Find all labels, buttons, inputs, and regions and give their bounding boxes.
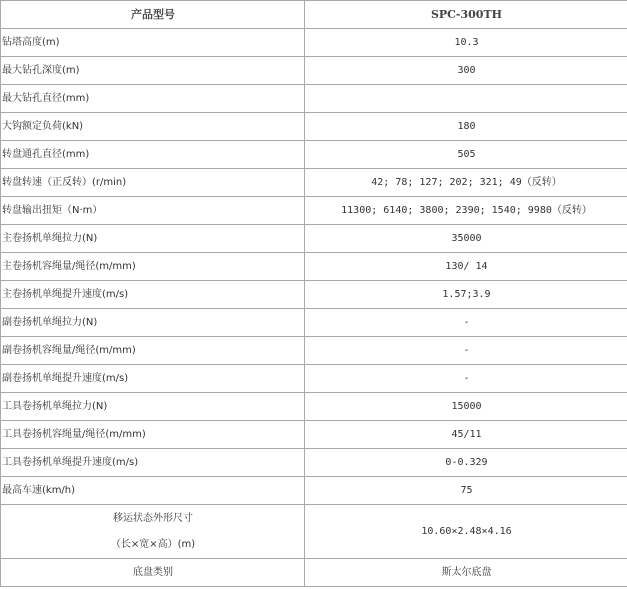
table-row [1,281,627,309]
row-value: 130/ 14 [305,253,627,281]
row-value: 35000 [305,225,627,253]
row-value: 11300; 6140; 3800; 2390; 1540; 9980（反转） [305,197,627,225]
row-value: 180 [305,113,627,141]
chassis-row [1,559,627,587]
table-row [1,225,627,253]
table-row [1,113,627,141]
row-label: 最大钻孔直径(mm) [1,85,305,113]
row-label: 转盘转速（正反转）(r/min) [1,169,305,197]
row-label: 转盘输出扭矩（N·m） [1,197,305,225]
dimensions-value: 10.60×2.48×4.16 [305,505,627,559]
table-row [1,169,627,197]
table-row [1,449,627,477]
row-label: 主卷扬机单绳提升速度(m/s) [1,281,305,309]
table-row [1,85,627,113]
row-value: 505 [305,141,627,169]
table-row [1,309,627,337]
row-value: 45/11 [305,421,627,449]
dimensions-label-line2: （长×宽×高）(m) [110,538,196,550]
table-row [1,477,627,505]
row-label: 副卷扬机单绳拉力(N) [1,309,305,337]
table-row [1,337,627,365]
table-row [1,29,627,57]
row-value: - [305,337,627,365]
table-row [1,141,627,169]
row-value: - [305,365,627,393]
table-row [1,253,627,281]
row-value: 0-0.329 [305,449,627,477]
header-label: 产品型号 [1,1,305,29]
row-label: 大钩额定负荷(kN) [1,113,305,141]
row-value [305,85,627,113]
table-row [1,421,627,449]
row-value: 300 [305,57,627,85]
dimensions-label-line1: 移运状态外形尺寸 [113,512,193,524]
row-label: 最高车速(km/h) [1,477,305,505]
table-header-row [1,1,627,29]
row-value: 42; 78; 127; 202; 321; 49（反转） [305,169,627,197]
row-label: 副卷扬机容绳量/绳径(m/mm) [1,337,305,365]
table-row [1,57,627,85]
row-label: 主卷扬机容绳量/绳径(m/mm) [1,253,305,281]
dimensions-row [1,505,627,559]
row-value: 10.3 [305,29,627,57]
table-row [1,393,627,421]
row-value: 1.57;3.9 [305,281,627,309]
row-value: - [305,309,627,337]
row-label: 最大钻孔深度(m) [1,57,305,85]
dimensions-label [1,505,305,559]
row-value: 75 [305,477,627,505]
chassis-value: 斯太尔底盘 [305,559,627,587]
row-label: 主卷扬机单绳拉力(N) [1,225,305,253]
chassis-label: 底盘类别 [1,559,305,587]
row-label: 钻塔高度(m) [1,29,305,57]
table-row [1,365,627,393]
row-label: 工具卷扬机容绳量/绳径(m/mm) [1,421,305,449]
row-value: 15000 [305,393,627,421]
row-label: 工具卷扬机单绳拉力(N) [1,393,305,421]
row-label: 转盘通孔直径(mm) [1,141,305,169]
table-row [1,197,627,225]
row-label: 工具卷扬机单绳提升速度(m/s) [1,449,305,477]
header-model: SPC-300TH [305,1,627,29]
row-label: 副卷扬机单绳提升速度(m/s) [1,365,305,393]
